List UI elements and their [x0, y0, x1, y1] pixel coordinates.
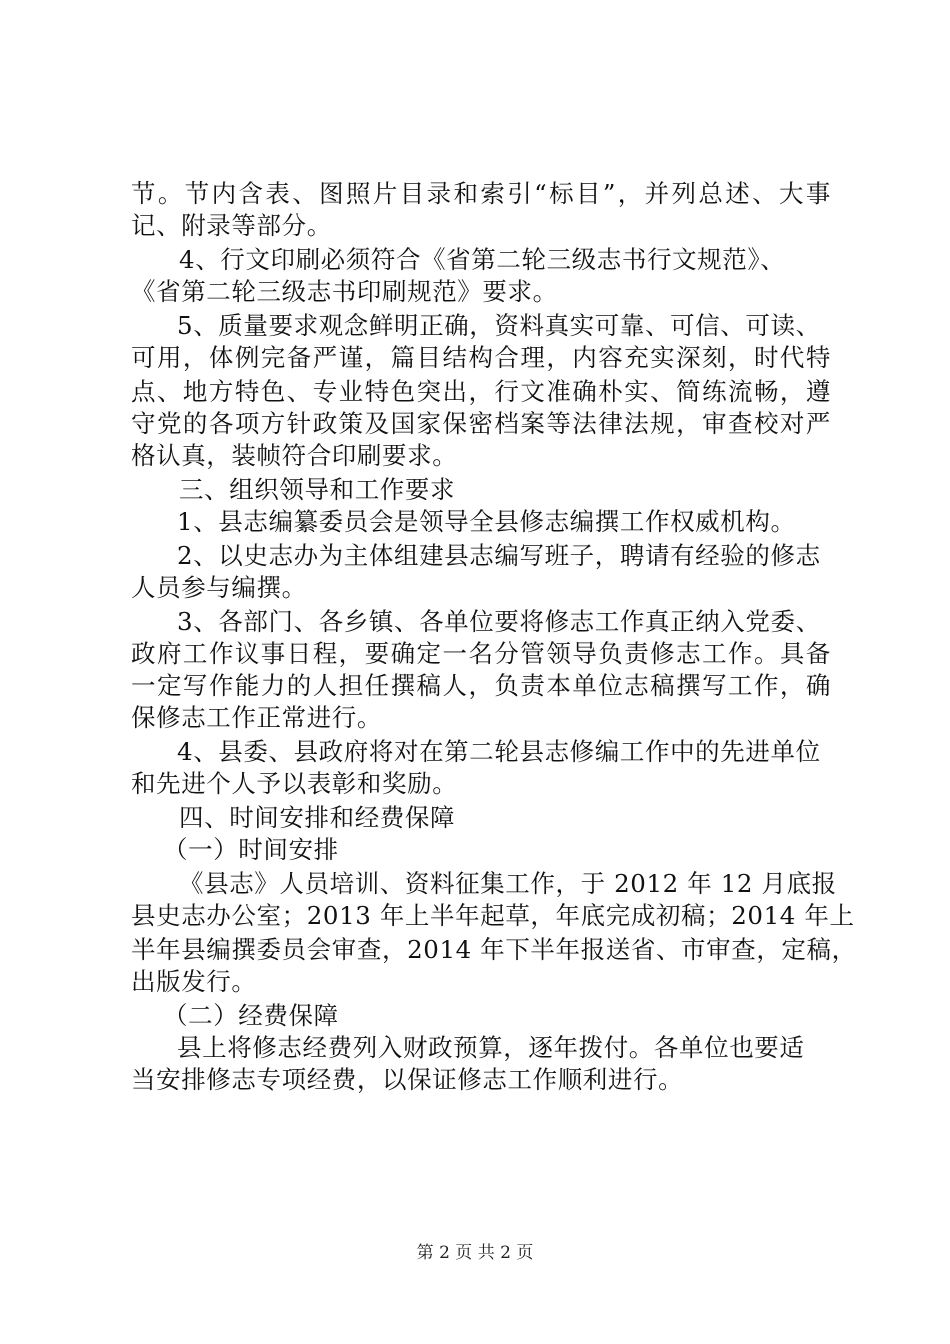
body-line: 人员参与编撰。 — [131, 573, 307, 602]
body-line: 1、县志编纂委员会是领导全县修志编撰工作权威机构。 — [177, 507, 796, 536]
body-line: 4、县委、县政府将对在第二轮县志修编工作中的先进单位 — [177, 737, 821, 766]
body-line: 《县志》人员培训、资料征集工作，于 2012 年 12 月底报 — [179, 869, 837, 898]
body-line: 保修志工作正常进行。 — [131, 703, 382, 732]
body-line: 5、质量要求观念鲜明正确，资料真实可靠、可信、可读、 — [177, 311, 821, 340]
body-line: 县史志办公室；2013 年上半年起草，年底完成初稿；2014 年上 — [131, 901, 855, 930]
body-line: 出版发行。 — [131, 967, 257, 996]
body-line: 《省第二轮三级志书印刷规范》要求。 — [131, 277, 558, 306]
section-heading: 三、组织领导和工作要求 — [179, 475, 456, 504]
body-line: 记、附录等部分。 — [131, 211, 332, 240]
body-line: 一定写作能力的人担任撰稿人，负责本单位志稿撰写工作，确 — [131, 671, 831, 700]
body-line: 半年县编撰委员会审查，2014 年下半年报送省、市审查，定稿， — [131, 935, 857, 964]
subsection-heading: （二）经费保障 — [163, 1001, 339, 1030]
body-line: 4、行文印刷必须符合《省第二轮三级志书行文规范》、 — [179, 245, 786, 274]
section-heading: 四、时间安排和经费保障 — [179, 803, 456, 832]
page-footer: 第 2 页 共 2 页 — [416, 1243, 534, 1263]
body-line: 点、地方特色、专业特色突出，行文准确朴实、简练流畅，遵 — [131, 377, 831, 406]
subsection-heading: （一）时间安排 — [163, 835, 339, 864]
body-line: 当安排修志专项经费，以保证修志工作顺利进行。 — [131, 1065, 684, 1094]
body-line: 可用，体例完备严谨，篇目结构合理，内容充实深刻，时代特 — [131, 343, 831, 372]
body-line: 和先进个人予以表彰和奖励。 — [131, 769, 458, 798]
body-line: 3、各部门、各乡镇、各单位要将修志工作真正纳入党委、 — [177, 607, 821, 636]
body-line: 2、以史志办为主体组建县志编写班子，聘请有经验的修志 — [177, 541, 821, 570]
body-line: 县上将修志经费列入财政预算，逐年拨付。各单位也要适 — [177, 1033, 805, 1062]
body-line: 格认真，装帧符合印刷要求。 — [131, 441, 458, 470]
body-line: 政府工作议事日程，要确定一名分管领导负责修志工作。具备 — [131, 639, 831, 668]
body-line: 守党的各项方针政策及国家保密档案等法律法规，审查校对严 — [131, 409, 831, 438]
body-line: 节。节内含表、图照片目录和索引“标目”，并列总述、大事 — [131, 179, 831, 208]
